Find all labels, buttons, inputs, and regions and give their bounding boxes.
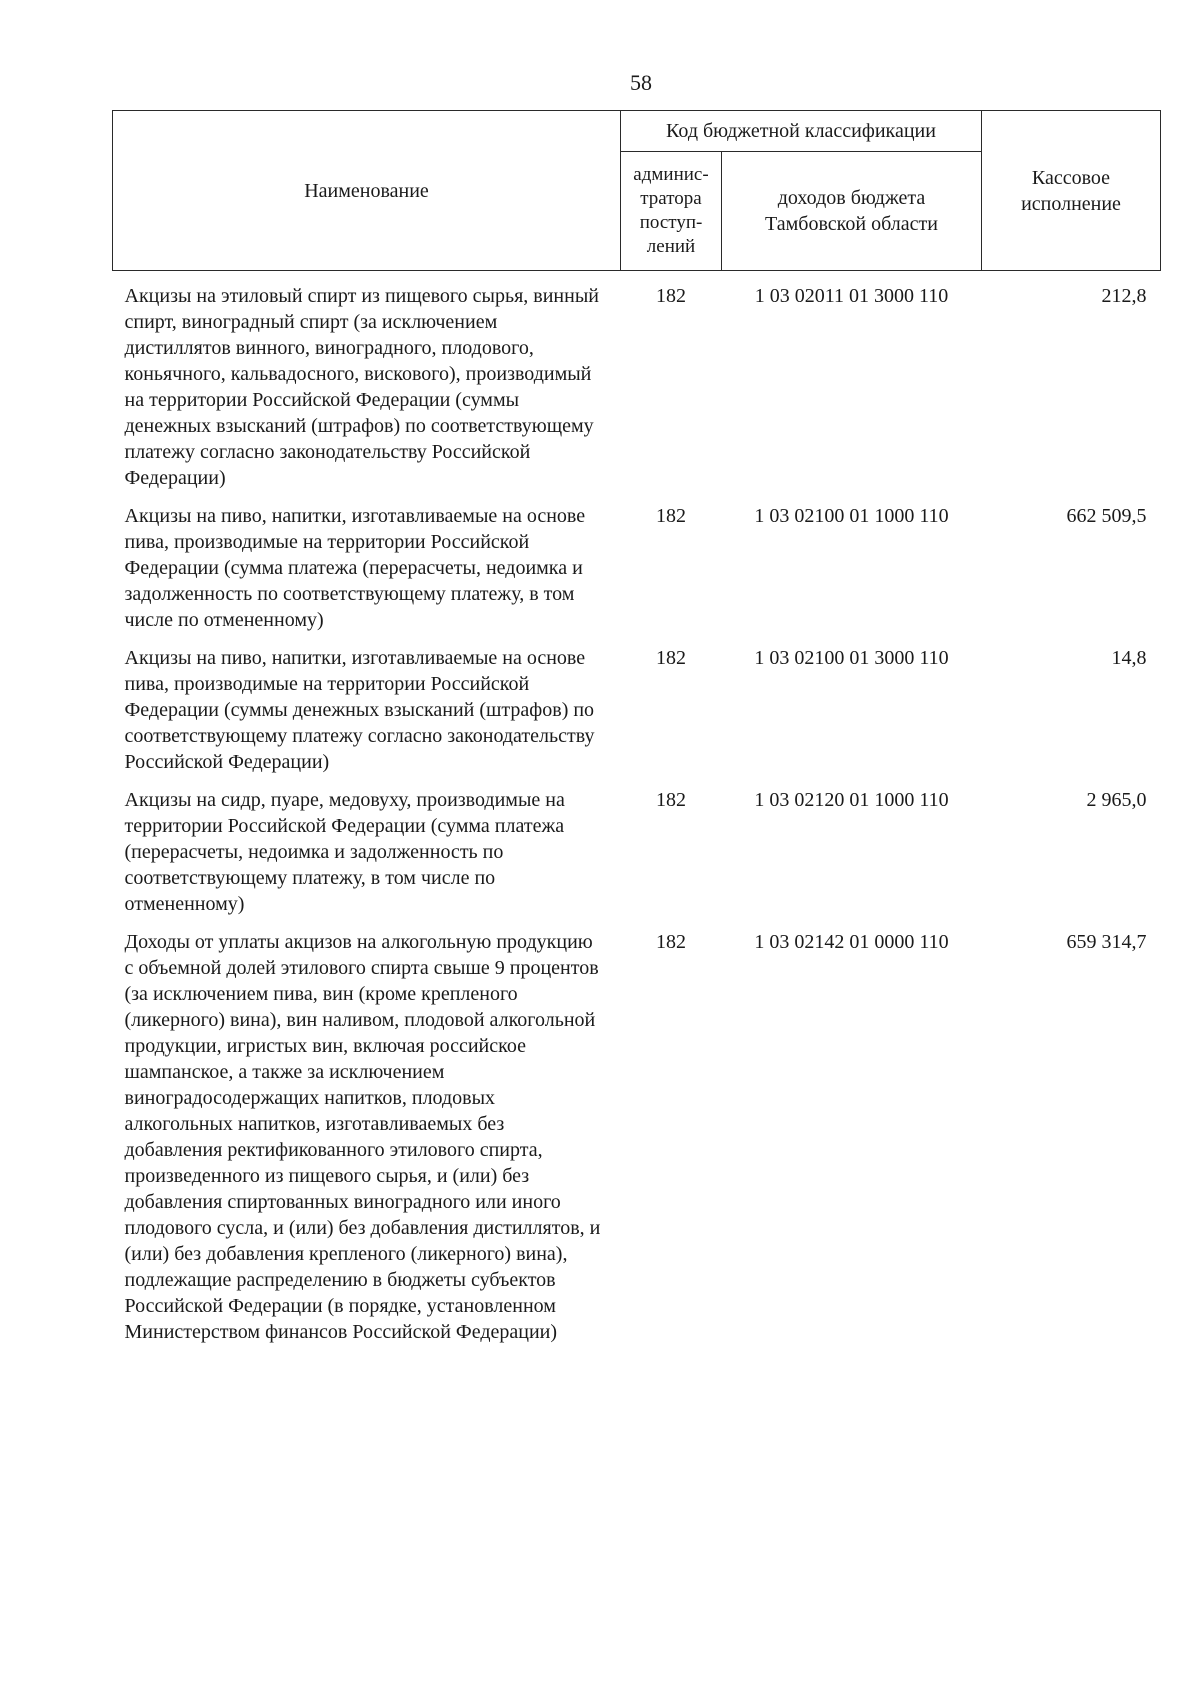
row-admin-code: 182 [656,505,686,527]
row-admin-code: 182 [656,931,686,953]
row-income-code: 1 03 02011 01 3000 110 [754,285,949,307]
row-income-code: 1 03 02120 01 1000 110 [754,789,949,811]
row-amount: 14,8 [1111,647,1147,669]
row-admin-code: 182 [656,647,686,669]
row-amount: 659 314,7 [1066,931,1147,953]
row-name: Акцизы на пиво, напитки, изготавливаемые на основе пива, производимые на территории Российской Федерации (суммы денежных взысканий (штрафов) по соответствующему платежу согласно законодательству Российской Федерации) [124,647,595,773]
row-name: Акцизы на сидр, пуаре, медовуху, производимые на территории Российской Федерации (сумма платежа (перерасчеты, недоимка и задолженность по соответствующему платежу, в том числе по отмененному) [124,789,565,915]
table-row [113,271,1161,492]
table-row [113,633,1161,775]
header-execution-line-1: Кассовое [1031,166,1111,189]
header-administrator [621,152,722,271]
header-administrator-line-2: тратора [640,188,702,209]
table-body [113,271,1161,1346]
header-budget-code-group: Код бюджетной классификации [621,111,982,152]
row-amount: 212,8 [1101,285,1147,307]
row-amount: 2 965,0 [1086,789,1147,811]
header-income-line-2: Тамбовской области [765,213,938,235]
row-name: Доходы от уплаты акцизов на алкогольную продукцию с объемной долей этилового спирта свыше 9 процентов (за исключением пива, вин (кроме крепленого (ликерного) вина), вин наливом, плодовой алкогольной продукции, игристых вин, включая российское шампанское, а также за исключением виноградосодержащих напитков, плодовых алкогольных напитков, изготавливаемых без добавления ректификованного этилового спирта, произведенного из пищевого сырья, и (или) без добавления спиртованных виноградного или иного плодового сусла, и (или) без добавления дистиллятов, и (или) без добавления крепленого (ликерного) вина), подлежащие распределению в бюджеты субъектов Российской Федерации (в порядке, установленном Министерством финансов Российской Федерации) [124,931,601,1343]
header-income [722,152,982,271]
header-income-line-1: доходов бюджета [777,187,926,209]
table-row [113,775,1161,917]
page-number: 58 [630,70,652,95]
row-name: Акцизы на этиловый спирт из пищевого сырья, винный спирт, виноградный спирт (за исключением дистиллятов винного, виноградного, плодового, коньячного, кальвадосного, вискового), производимый на территории Российской Федерации (суммы денежных взысканий (штрафов) по соответствующему платежу согласно законодательству Российской Федерации) [124,285,599,489]
header-execution-line-2: исполнение [1021,192,1121,215]
header-name: Наименование [113,111,621,271]
header-administrator-line-4: лений [646,236,696,257]
header-administrator-line-3: поступ- [639,212,703,233]
table-row [113,917,1161,1345]
row-admin-code: 182 [656,789,686,811]
row-income-code: 1 03 02142 01 0000 110 [754,931,949,953]
row-name: Акцизы на пиво, напитки, изготавливаемые на основе пива, производимые на территории Российской Федерации (сумма платежа (перерасчеты, недоимка и задолженность по соответствующему платежу, в том числе по отмененному) [124,505,586,631]
header-execution [982,111,1161,271]
row-admin-code: 182 [656,285,686,307]
table-header [113,111,1161,271]
budget-table [112,110,1161,1345]
table-row [113,491,1161,633]
header-administrator-line-1: админис- [633,164,709,185]
row-income-code: 1 03 02100 01 3000 110 [754,647,949,669]
row-amount: 662 509,5 [1066,505,1147,527]
row-income-code: 1 03 02100 01 1000 110 [754,505,949,527]
